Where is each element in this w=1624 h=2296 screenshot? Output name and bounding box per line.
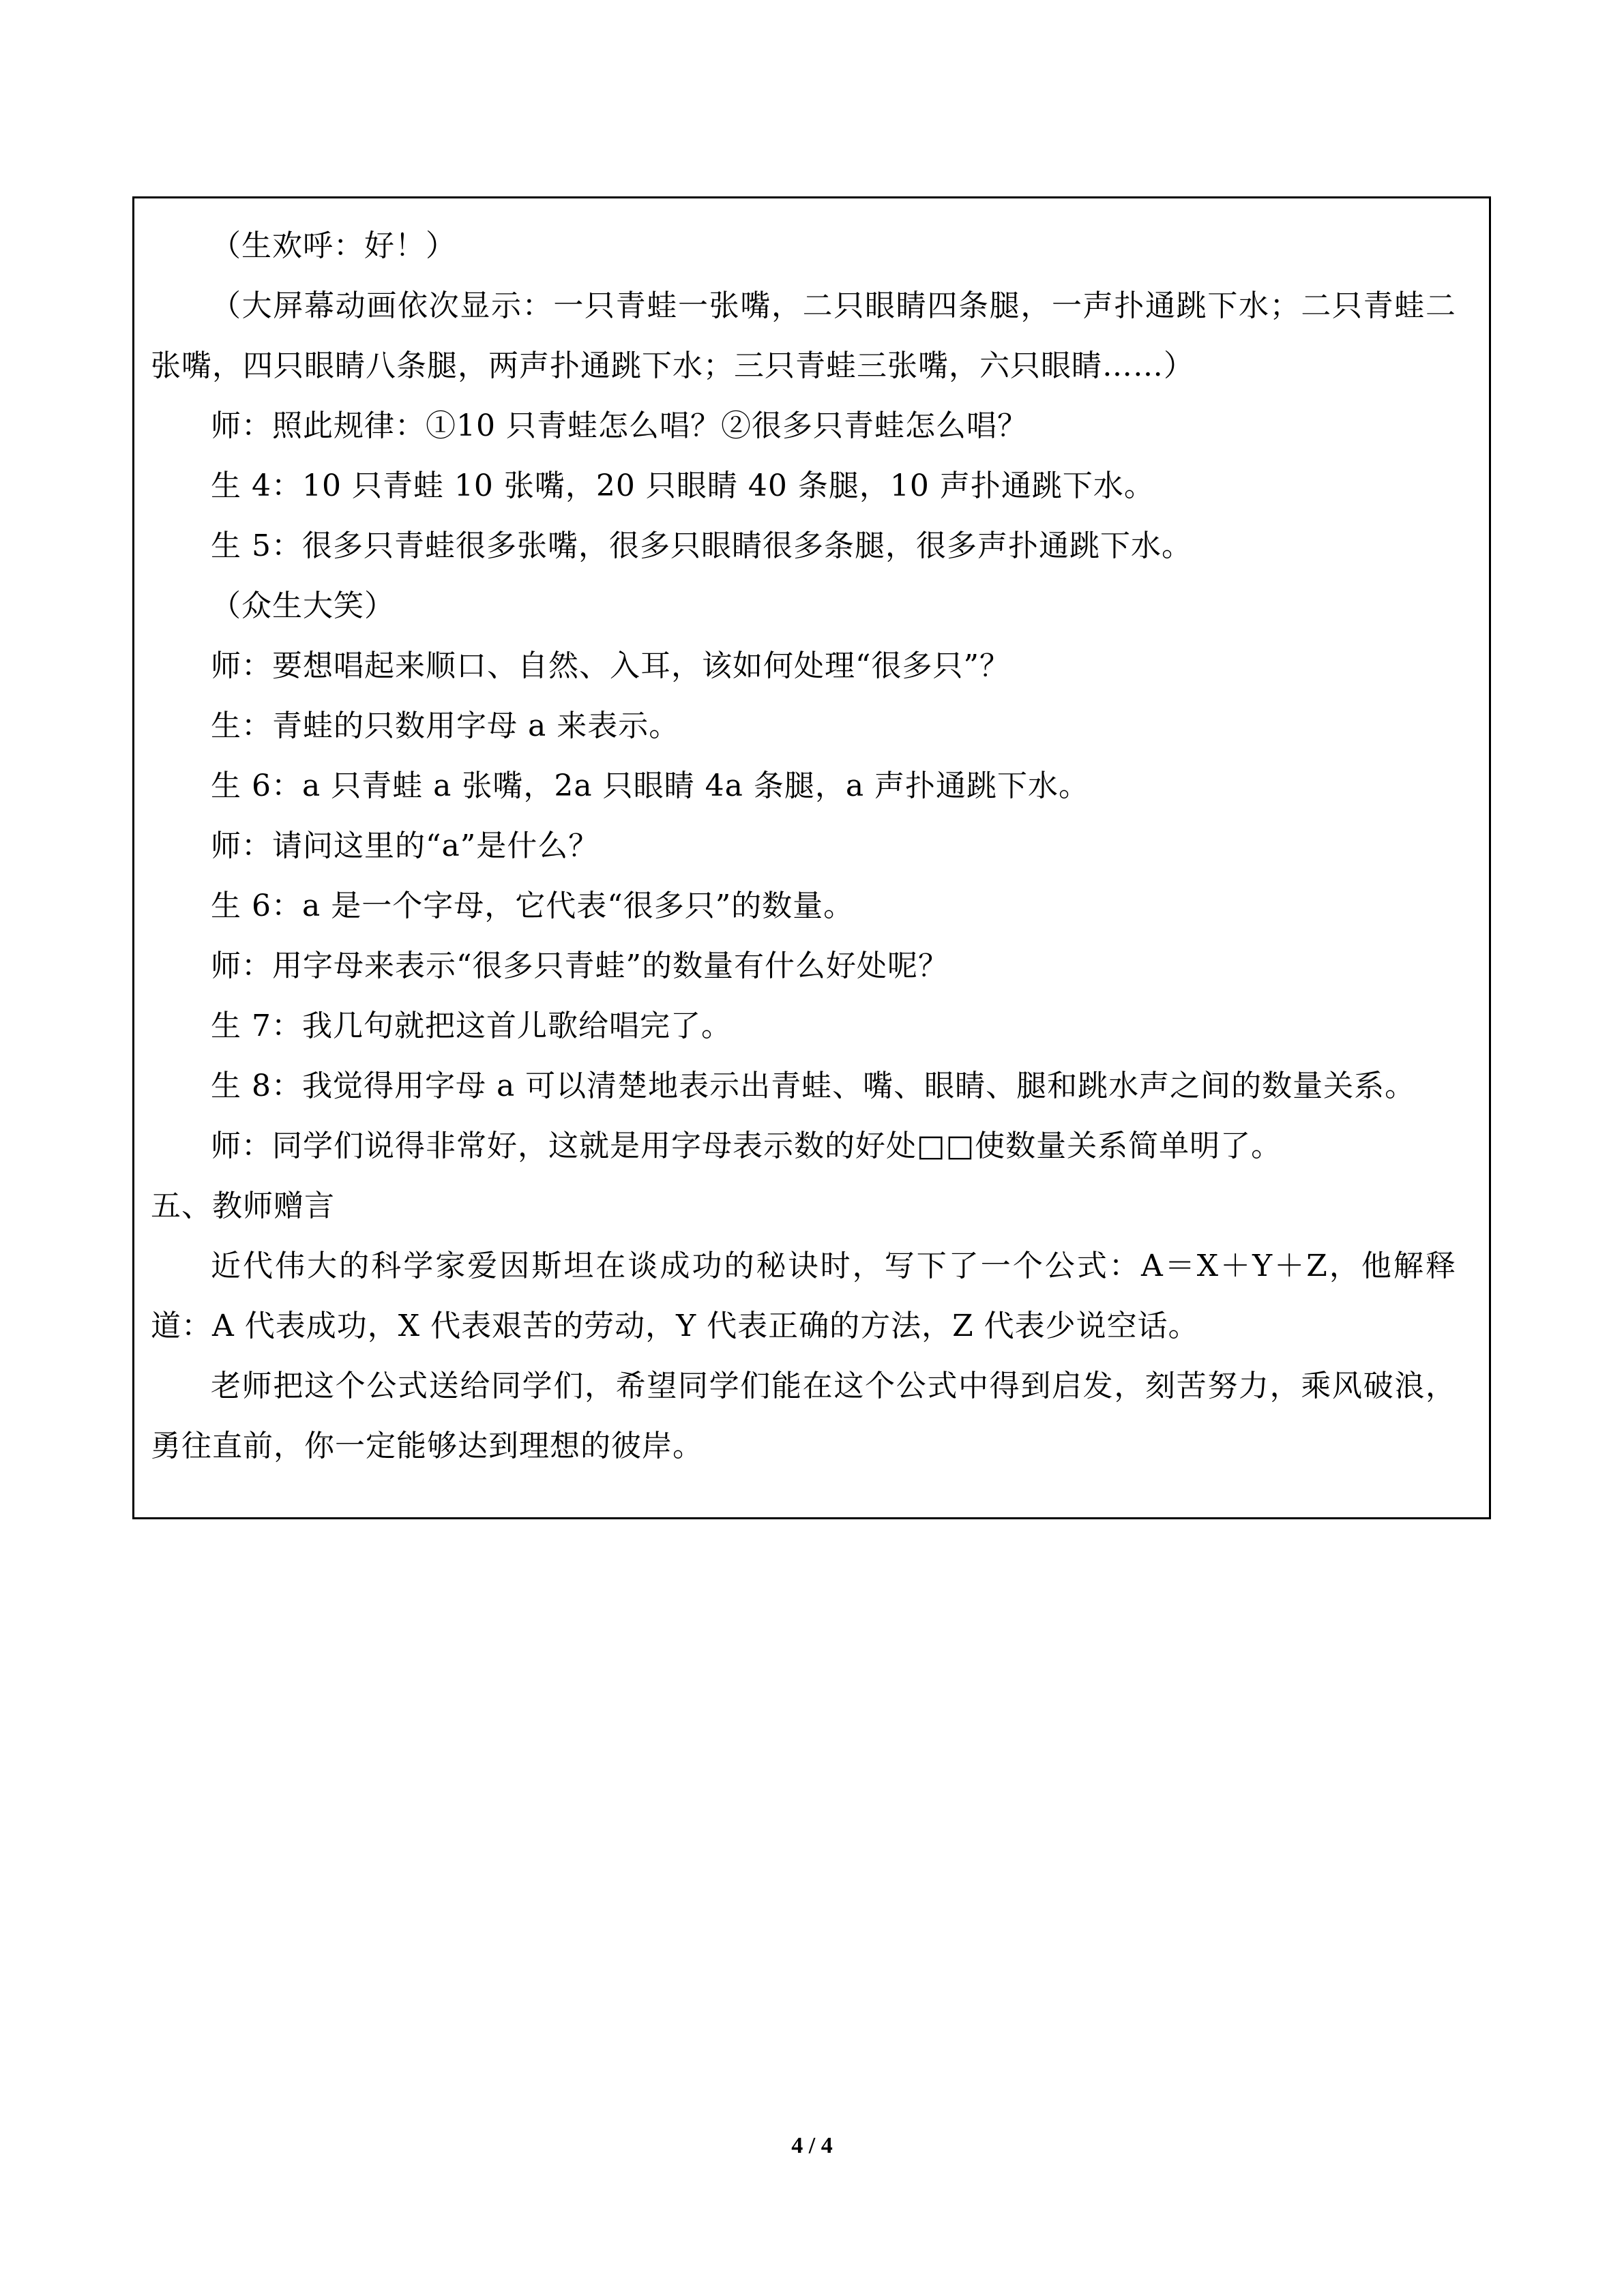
paragraph-student-5: 生 5：很多只青蛙很多张嘴，很多只眼睛很多条腿，很多声扑通跳下水。 xyxy=(211,528,1192,563)
paragraph-student-4: 生 4：10 只青蛙 10 张嘴，20 只眼睛 40 条腿，10 声扑通跳下水。 xyxy=(211,468,1155,503)
page-number: 4 / 4 xyxy=(791,2133,833,2158)
paragraph-teacher-summary: 师：同学们说得非常好，这就是用字母表示数的好处□□使数量关系简单明了。 xyxy=(211,1129,1282,1163)
paragraph-student-answer: 生：青蛙的只数用字母 a 来表示。 xyxy=(211,709,680,743)
paragraph-laugh: （众生大笑） xyxy=(211,588,395,623)
paragraph-teacher-question-1: 师：照此规律：①10 只青蛙怎么唱？②很多只青蛙怎么唱？ xyxy=(211,408,1028,443)
paragraph-student-7: 生 7：我几句就把这首儿歌给唱完了。 xyxy=(211,1009,732,1043)
paragraph-cheer: （生欢呼：好！） xyxy=(211,228,456,263)
paragraph-animation: （大屏幕动画依次显示：一只青蛙一张嘴，二只眼睛四条腿，一声扑通跳下水；二只青蛙二张嘴，四只眼睛八条腿，两声扑通跳下水；三只青蛙三张嘴，六只眼睛……） xyxy=(151,288,1456,383)
paragraph-einstein: 近代伟大的科学家爱因斯坦在谈成功的秘诀时，写下了一个公式：A＝X＋Y＋Z，他解释道：A 代表成功，X 代表艰苦的劳动，Y 代表正确的方法，Z 代表少说空话。 xyxy=(151,1249,1456,1343)
paragraph-student-8: 生 8：我觉得用字母 a 可以清楚地表示出青蛙、嘴、眼睛、腿和跳水声之间的数量关系。 xyxy=(211,1069,1416,1103)
paragraph-teacher-question-4: 师：用字母来表示“很多只青蛙”的数量有什么好处呢？ xyxy=(211,949,949,983)
paragraph-student-6a: 生 6：a 只青蛙 a 张嘴，2a 只眼睛 4a 条腿，a 声扑通跳下水。 xyxy=(211,769,1090,803)
content-table-cell xyxy=(132,196,1491,1519)
paragraph-teacher-question-2: 师：要想唱起来顺口、自然、入耳，该如何处理“很多只”？ xyxy=(211,648,1010,683)
paragraph-teacher-question-3: 师：请问这里的“a”是什么？ xyxy=(211,829,600,863)
section-heading: 五、教师赠言 xyxy=(151,1189,335,1223)
paragraph-closing: 老师把这个公式送给同学们，希望同学们能在这个公式中得到启发，刻苦努力，乘风破浪，勇往直前，你一定能够达到理想的彼岸。 xyxy=(151,1369,1456,1463)
paragraph-student-6b: 生 6：a 是一个字母，它代表“很多只”的数量。 xyxy=(211,889,855,923)
